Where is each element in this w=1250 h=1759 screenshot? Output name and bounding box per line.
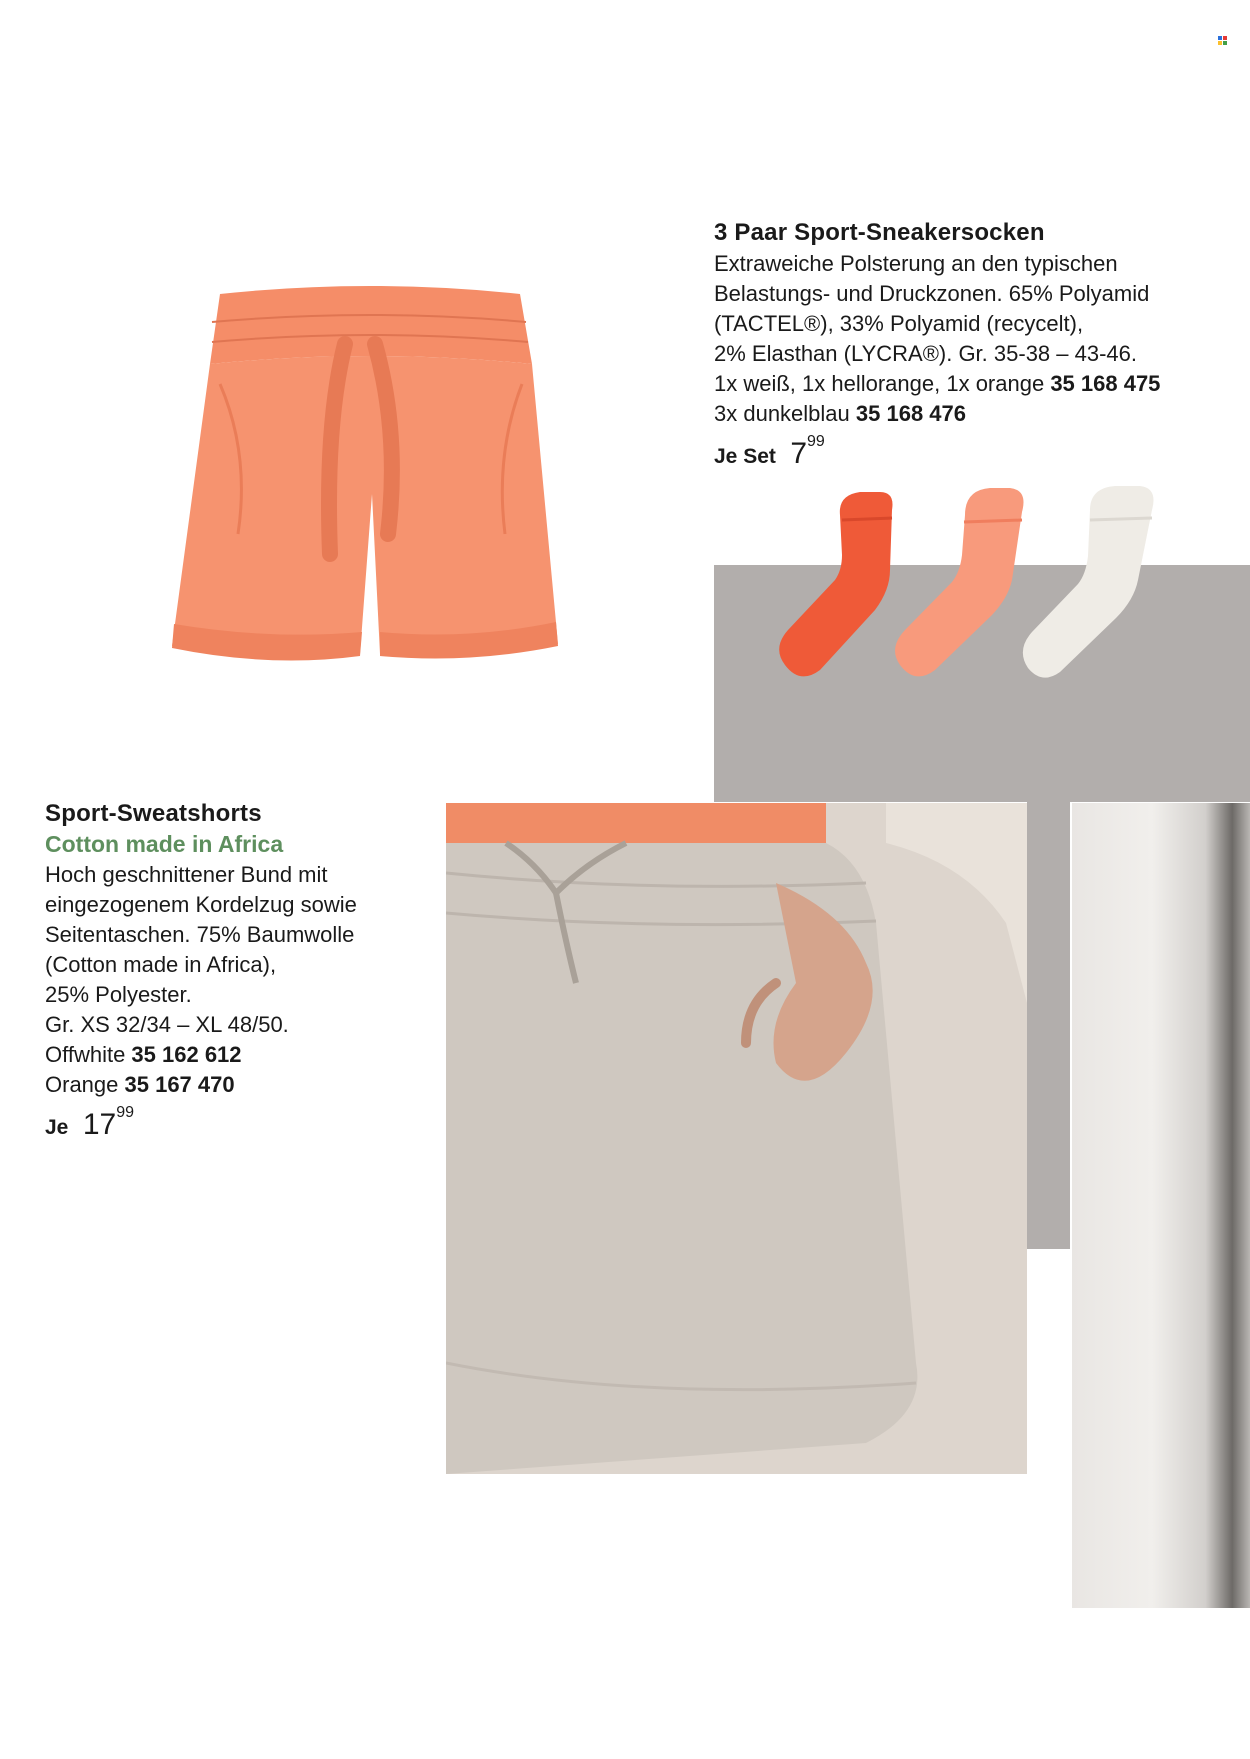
shorts-info (45, 800, 425, 1142)
socks-desc-line: 2% Elasthan (LYCRA®). Gr. 35-38 – 43-46. (714, 341, 1138, 366)
socks-variant-1-label: 1x weiß, 1x hellorange, 1x orange (714, 371, 1051, 396)
model-photo (446, 803, 1027, 1474)
socks-variant-2-code: 35 168 476 (855, 401, 966, 426)
shorts-variant-2 (45, 1070, 425, 1100)
shorts-variant-1 (45, 1040, 425, 1070)
shorts-desc-line: Hoch geschnittener Bund mit (45, 862, 328, 887)
socks-price (714, 433, 1234, 471)
socks-title: 3 Paar Sport-Sneakersocken (714, 219, 1045, 246)
orange-shorts-image (160, 284, 590, 744)
socks-image (760, 480, 1200, 690)
shorts-desc-line: eingezogenem Kordelzug sowie (45, 892, 357, 917)
socks-variant-2 (714, 399, 1234, 429)
shorts-price-cents: 99 (116, 1104, 134, 1121)
shorts-title: Sport-Sweatshorts (45, 800, 262, 827)
shorts-subtitle: Cotton made in Africa (45, 831, 284, 857)
shorts-desc-line: (Cotton made in Africa), (45, 952, 277, 977)
brand-logo-icon (1218, 36, 1228, 46)
socks-price-int: 7 (790, 437, 808, 470)
offwhite-shorts-photo (446, 803, 1027, 1474)
socks-info (714, 219, 1234, 471)
shorts-variant-2-code: 35 167 470 (124, 1072, 235, 1097)
shorts-description (45, 860, 425, 1100)
socks-desc-line: Belastungs- und Druckzonen. 65% Polyamid (714, 281, 1150, 306)
socks-desc-line: Extraweiche Polsterung an den typischen (714, 251, 1118, 276)
shorts-variant-2-label: Orange (45, 1072, 125, 1097)
shorts-desc-line: Gr. XS 32/34 – XL 48/50. (45, 1012, 289, 1037)
grey-strip-decoration (1027, 802, 1070, 1249)
socks-variant-2-label: 3x dunkelblau (714, 401, 856, 426)
shorts-price (45, 1104, 425, 1142)
socks-variant-1-code: 35 168 475 (1050, 371, 1161, 396)
socks-variant-1 (714, 369, 1234, 399)
shorts-variant-1-label: Offwhite (45, 1042, 132, 1067)
socks-description (714, 249, 1234, 429)
socks-price-label: Je Set (714, 445, 776, 468)
shorts-desc-line: Seitentaschen. 75% Baumwolle (45, 922, 355, 947)
shorts-variant-1-code: 35 162 612 (131, 1042, 242, 1067)
socks-desc-line: (TACTEL®), 33% Polyamid (recycelt), (714, 311, 1084, 336)
side-photo-strip (1072, 803, 1250, 1608)
shorts-price-label: Je (45, 1116, 69, 1139)
shorts-desc-line: 25% Polyester. (45, 982, 192, 1007)
shorts-price-int: 17 (82, 1108, 117, 1141)
socks-price-cents: 99 (807, 433, 825, 450)
